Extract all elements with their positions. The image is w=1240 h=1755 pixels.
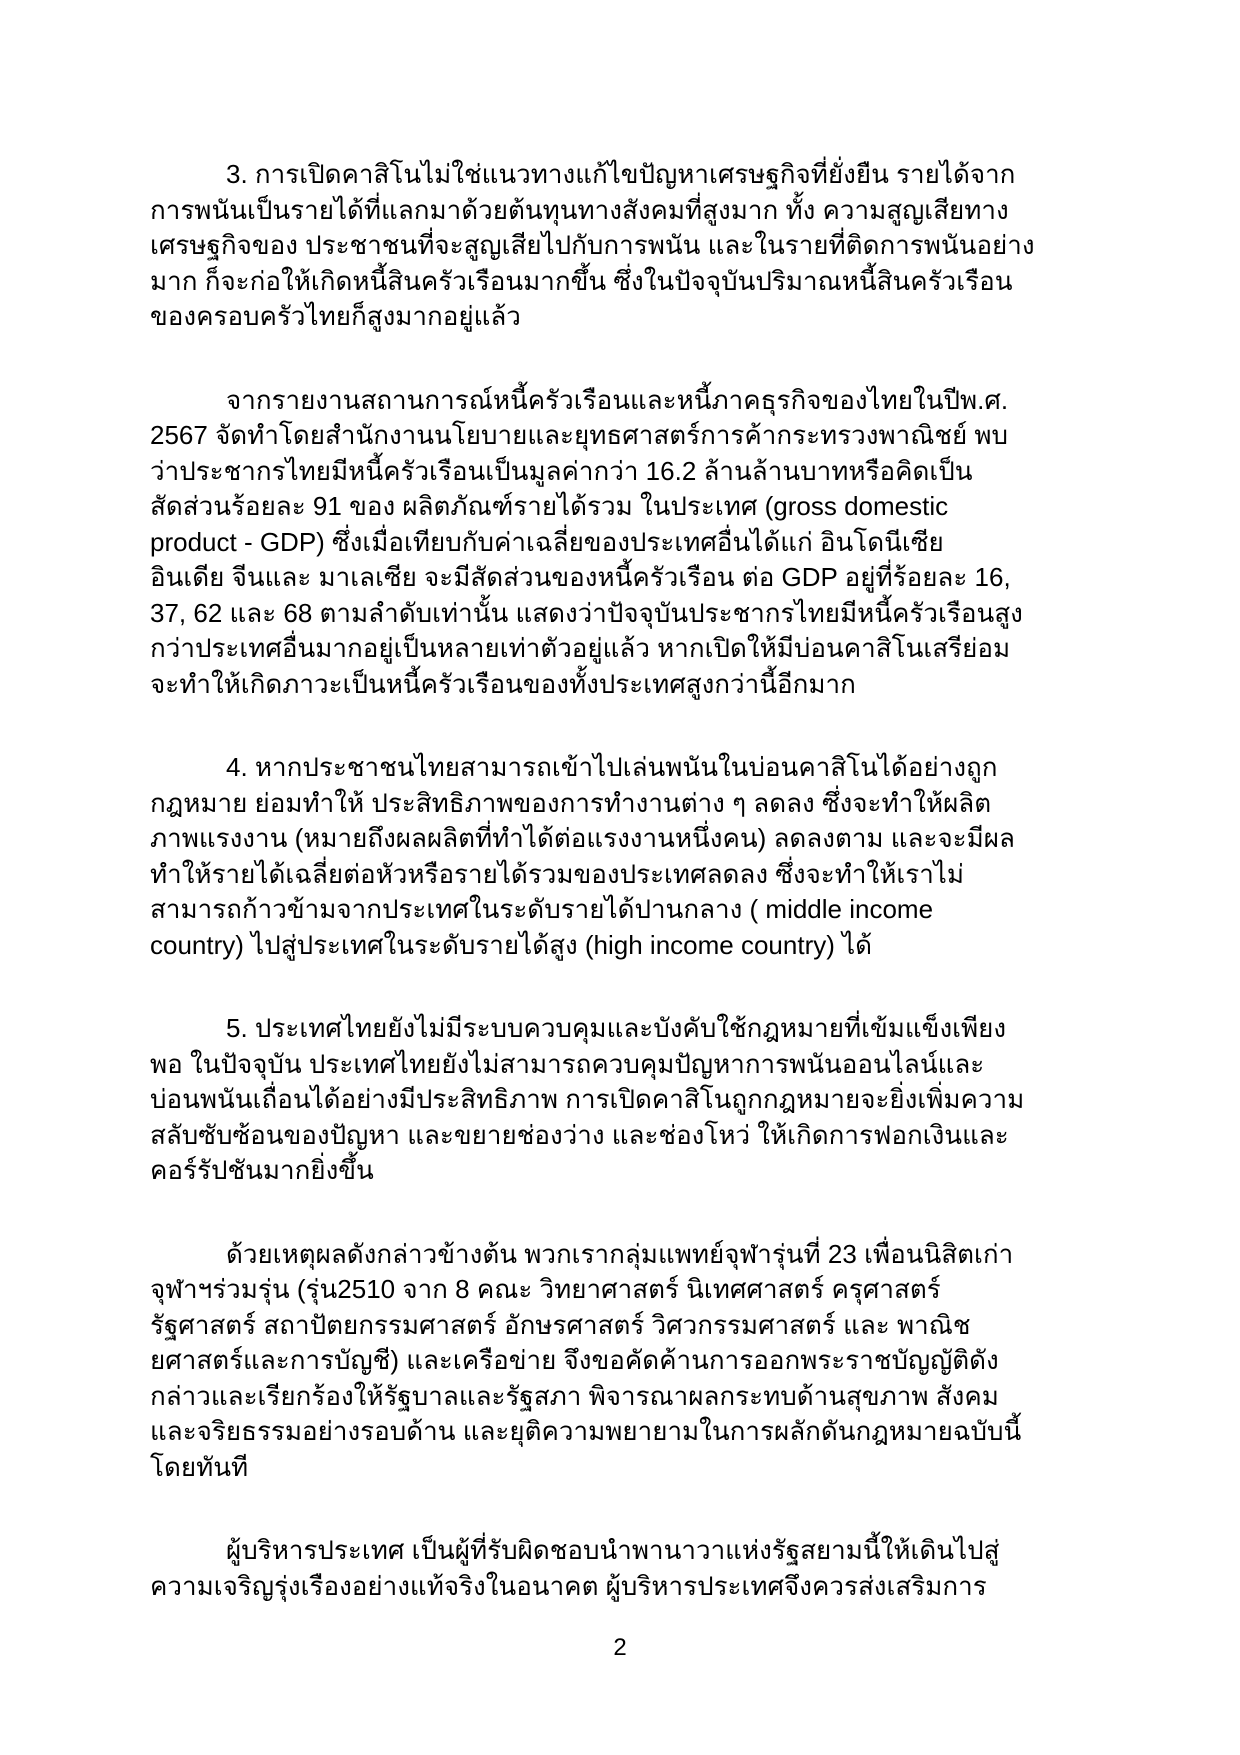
- text-line: ความเจริญรุ่งเรืองอย่างแท้จริงในอนาคต ผู้บริหารประเทศจึงควรส่งเสริมการ: [150, 1570, 987, 1601]
- text-line: ผู้บริหารประเทศ เป็นผู้ที่รับผิดชอบนำพานาวาแห่งรัฐสยามนี้ให้เดินไปสู่: [226, 1535, 1000, 1565]
- text-line: การพนันเป็นรายได้ที่แลกมาด้วยต้นทุนทางสังคมที่สูงมาก ทั้ง ความสูญเสียทาง: [150, 194, 1009, 225]
- paragraph: [150, 750, 1100, 963]
- paragraph: [150, 1237, 1100, 1486]
- text-line: โดยทันที: [150, 1451, 249, 1482]
- text-line: กล่าวและเรียกร้องให้รัฐบาลและรัฐสภา พิจารณาผลกระทบด้านสุขภาพ สังคม: [150, 1380, 999, 1411]
- text-line: พอ ในปัจจุบัน ประเทศไทยยังไม่สามารถควบคุมปัญหาการพนันออนไลน์และ: [150, 1048, 985, 1079]
- text-line: คอร์รัปชันมากยิ่งขึ้น: [150, 1155, 374, 1185]
- text-line: จุฬาฯร่วมรุ่น (รุ่น2510 จาก 8 คณะ วิทยาศาสตร์ นิเทศศาสตร์ ครุศาสตร์: [150, 1274, 941, 1304]
- text-line: ว่าประชากรไทยมีหนี้ครัวเรือนเป็นมูลค่ากว่า 16.2 ล้านล้านบาทหรือคิดเป็น: [150, 455, 973, 486]
- text-line: มาก ก็จะก่อให้เกิดหนี้สินครัวเรือนมากขึ้น ซึ่งในปัจจุบันปริมาณหนี้สินครัวเรือน: [150, 265, 1013, 296]
- paragraph: [150, 157, 1100, 335]
- page-number: 2: [613, 1634, 627, 1661]
- text-line: จากรายงานสถานการณ์หนี้ครัวเรือนและหนี้ภาคธุรกิจของไทยในปีพ.ศ.: [226, 384, 1009, 415]
- text-line: จะทำให้เกิดภาวะเป็นหนี้ครัวเรือนของทั้งประเทศสูงกว่านี้อีกมาก: [150, 668, 856, 699]
- text-line: บ่อนพนันเถื่อนได้อย่างมีประสิทธิภาพ การเปิดคาสิโนถูกกฎหมายจะยิ่งเพิ่มความ: [150, 1084, 1025, 1114]
- text-line: สัดส่วนร้อยละ 91 ของ ผลิตภัณฑ์รายได้รวม ในประเทศ (gross domestic: [150, 491, 949, 521]
- text-line: ยศาสตร์และการบัญชี) และเครือข่าย จึงขอคัดค้านการออกพระราชบัญญัติดัง: [150, 1345, 999, 1375]
- text-line: ทำให้รายได้เฉลี่ยต่อหัวหรือรายได้รวมของประเทศลดลง ซึ่งจะทำให้เราไม่: [150, 858, 965, 889]
- paragraph: [150, 1533, 1100, 1604]
- text-line: 3. การเปิดคาสิโนไม่ใช่แนวทางแก้ไขปัญหาเศรษฐกิจที่ยั่งยืน รายได้จาก: [226, 159, 1016, 189]
- text-line: 2567 จัดทำโดยสำนักงานนโยบายและยุทธศาสตร์การค้ากระทรวงพาณิชย์ พบ: [150, 420, 1009, 450]
- text-line: ด้วยเหตุผลดังกล่าวข้างต้น พวกเรากลุ่มแพทย์จุฬารุ่นที่ 23 เพื่อนนิสิตเก่า: [226, 1238, 1014, 1269]
- text-line: ภาพแรงงาน (หมายถึงผลผลิตที่ทำได้ต่อแรงงานหนึ่งคน) ลดลงตาม และจะมีผล: [150, 823, 1015, 853]
- text-line: รัฐศาสตร์ สถาปัตยกรรมศาสตร์ อักษรศาสตร์ วิศวกรรมศาสตร์ และ พาณิช: [150, 1309, 971, 1340]
- text-line: เศรษฐกิจของ ประชาชนที่จะสูญเสียไปกับการพนัน และในรายที่ติดการพนันอย่าง: [150, 230, 1035, 260]
- text-line: 5. ประเทศไทยยังไม่มีระบบควบคุมและบังคับใช้กฎหมายที่เข้มแข็งเพียง: [226, 1013, 1007, 1043]
- text-line: 4. หากประชาชนไทยสามารถเข้าไปเล่นพนันในบ่อนคาสิโนได้อย่างถูก: [226, 752, 998, 782]
- paragraph: [150, 383, 1100, 703]
- text-line: country) ไปสู่ประเทศในระดับรายได้สูง (high income country) ได้: [150, 929, 873, 960]
- text-line: product - GDP) ซึ่งเมื่อเทียบกับค่าเฉลี่ยของประเทศอื่นได้แก่ อินโดนีเซีย: [150, 526, 944, 557]
- text-line: สลับซับซ้อนของปัญหา และขยายช่องว่าง และช่องโหว่ ให้เกิดการฟอกเงินและ: [150, 1119, 1009, 1150]
- paragraph: [150, 1011, 1100, 1189]
- text-line: 37, 62 และ 68 ตามลำดับเท่านั้น แสดงว่าปัจจุบันประชากรไทยมีหนี้ครัวเรือนสูง: [150, 597, 1023, 628]
- text-line: ของครอบครัวไทยก็สูงมากอยู่แล้ว: [150, 301, 521, 331]
- text-line: และจริยธรรมอย่างรอบด้าน และยุติความพยายามในการผลักดันกฎหมายฉบับนี้: [150, 1416, 1022, 1446]
- text-line: สามารถก้าวข้ามจากประเทศในระดับรายได้ปานกลาง ( middle income: [150, 894, 934, 924]
- document-body: [150, 157, 1100, 1652]
- text-line: กฎหมาย ย่อมทำให้ ประสิทธิภาพของการทำงานต่าง ๆ ลดลง ซึ่งจะทำให้ผลิต: [150, 787, 992, 818]
- text-line: กว่าประเทศอื่นมากอยู่เป็นหลายเท่าตัวอยู่แล้ว หากเปิดให้มีบ่อนคาสิโนเสรีย่อม: [150, 633, 1011, 663]
- text-line: อินเดีย จีนและ มาเลเซีย จะมีสัดส่วนของหนี้ครัวเรือน ต่อ GDP อยู่ที่ร้อยละ 16,: [150, 562, 1011, 592]
